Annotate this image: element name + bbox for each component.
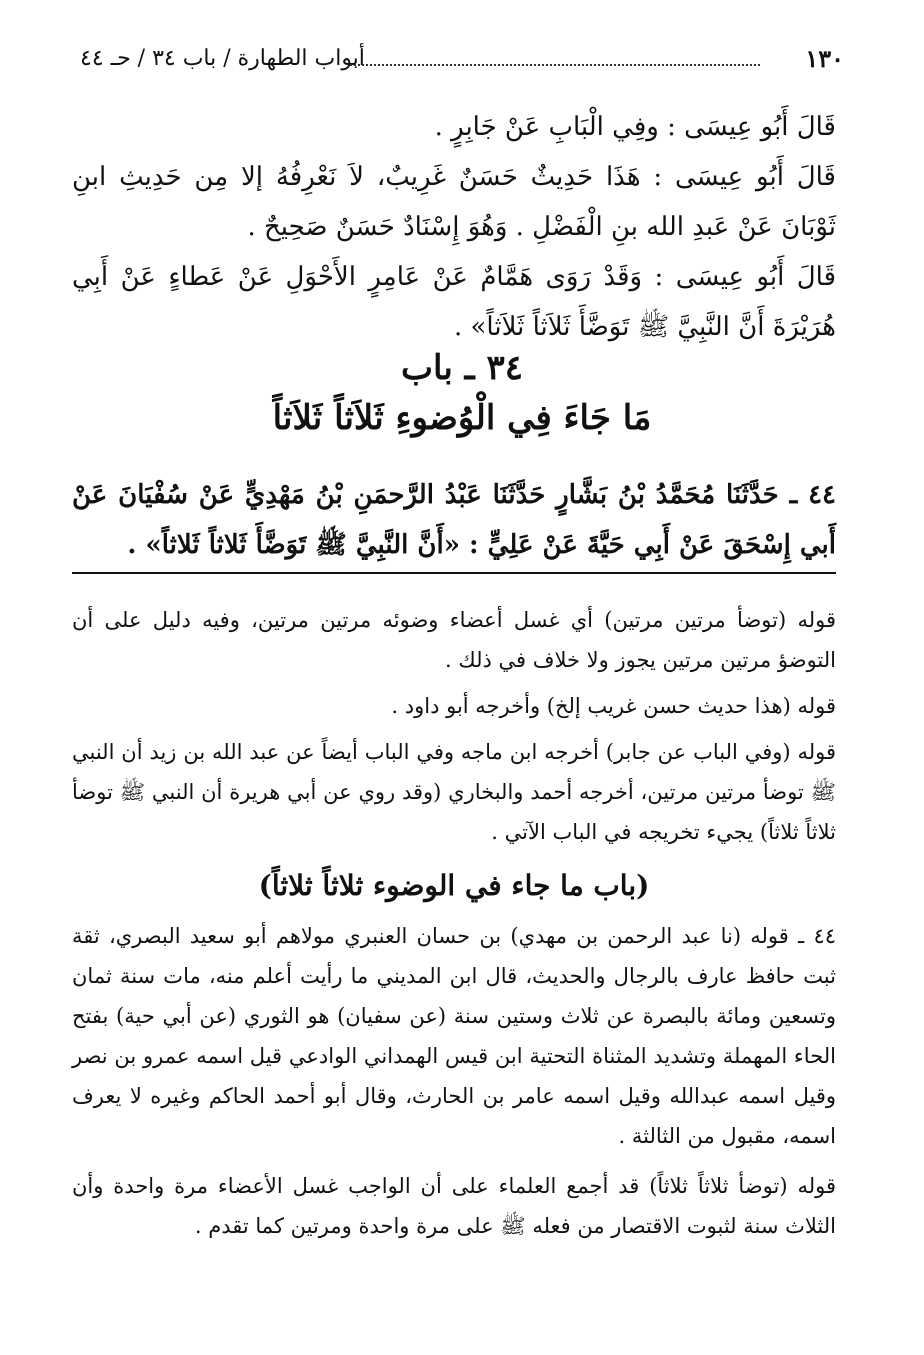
footnote-separator <box>72 572 836 574</box>
header-dotted-leader <box>350 50 760 66</box>
page-number: ١٣٠ <box>805 44 844 73</box>
commentary-paragraph: قوله (وفي الباب عن جابر) أخرجه ابن ماجه وفي الباب أيضاً عن عبد الله بن زيد أن النبي ﷺ توضأ مرتين مرتين، أخرجه أحمد والبخاري (وقد روي عن أبي هريرة أن النبي ﷺ توضأ ثلاثاً ثلاثاً) يجيء تخريجه في الباب الآتي . <box>72 740 836 844</box>
paragraph-jabir: قَالَ أَبُو عِيسَى : وفِي الْبَابِ عَنْ جَابِرٍ . <box>434 112 836 142</box>
commentary-paragraph: قوله (توضأ ثلاثاً ثلاثاً) قد أجمع العلماء على أن الواجب غسل الأعضاء مرة واحدة وأن الثلاث سنة لثبوت الاقتصار من فعله ﷺ على مرة واحدة ومرتين كما تقدم . <box>72 1174 836 1238</box>
running-header <box>72 40 852 80</box>
paragraph-hasan-gharib: قَالَ أَبُو عِيسَى : هَذَا حَدِيثٌ حَسَنٌ غَرِيبٌ، لاَ نَعْرِفُهُ إلا مِن حَدِيثِ ابنِ ثَوْبَانَ عَنْ عَبدِ الله بنِ الْفَضْلِ . وَهُوَ إِسْنَادٌ حَسَنٌ صَحِيحٌ . <box>72 162 836 242</box>
commentary-paragraph: قوله (توضأ مرتين مرتين) أي غسل أعضاء وضوئه مرتين مرتين، وفيه دليل على أن التوضؤ مرتين مرتين يجوز ولا خلاف في ذلك . <box>72 608 836 672</box>
commentary-heading: (باب ما جاء في الوضوء ثلاثاً ثلاثاً) <box>258 869 650 902</box>
header-title: أبواب الطهارة / باب ٣٤ / حـ ٤٤ <box>80 46 365 71</box>
paragraph-hammam: قَالَ أَبُو عِيسَى : وَقَدْ رَوَى هَمَّامٌ عَنْ عَامِرٍ الأَحْوَلِ عَنْ عَطاءٍ عَنْ أَبِي هُرَيْرَةَ أَنَّ النَّبِيَّ ﷺ تَوَضَّأَ ثَلاَثاً ثَلاَثاً» . <box>72 262 836 342</box>
commentary-paragraph: ٤٤ ـ قوله (نا عبد الرحمن بن مهدي) بن حسان العنبري مولاهم أبو سعيد البصري، ثقة ثبت حافظ عارف بالرجال والحديث، قال ابن المديني ما رأيت أعلم منه، مات سنة ثمان وتسعين ومائة بالبصرة عن ثلاث وستين سنة (عن سفيان) هو الثوري (عن أبي حية) بفتح الحاء المهملة وتشديد المثناة التحتية ابن قيس الهمداني الوادعي قيل اسمه عمرو بن نصر وقيل اسمه عبدالله وقيل اسمه عامر بن الحارث، وقال أبو أحمد الحاكم وغيره لا يعرف اسمه، مقبول من الثالثة . <box>72 924 836 1148</box>
commentary-paragraph: قوله (هذا حديث حسن غريب إلخ) وأخرجه أبو داود . <box>391 694 836 718</box>
commentary-section <box>72 600 836 1246</box>
hadith-44: ٤٤ ـ حَدَّثَنَا مُحَمَّدُ بْنُ بَشَّارٍ حَدَّثَنَا عَبْدُ الرَّحمَنِ بْنُ مَهْدِيٍّ عَنْ سُفْيَانَ عَنْ أَبي إِسْحَقَ عَنْ أَبِي حَيَّةَ عَنْ عَلِيٍّ : «أَنَّ النَّبِيَّ ﷺ تَوَضَّأَ ثَلاثاً ثَلاثاً» . <box>72 480 836 560</box>
bab-title: مَا جَاءَ فِي الْوُضوءِ ثَلاَثاً ثَلاَثاً <box>272 398 652 438</box>
top-hadith-text <box>72 102 836 352</box>
bab-number: ٣٤ ـ باب <box>401 348 523 388</box>
